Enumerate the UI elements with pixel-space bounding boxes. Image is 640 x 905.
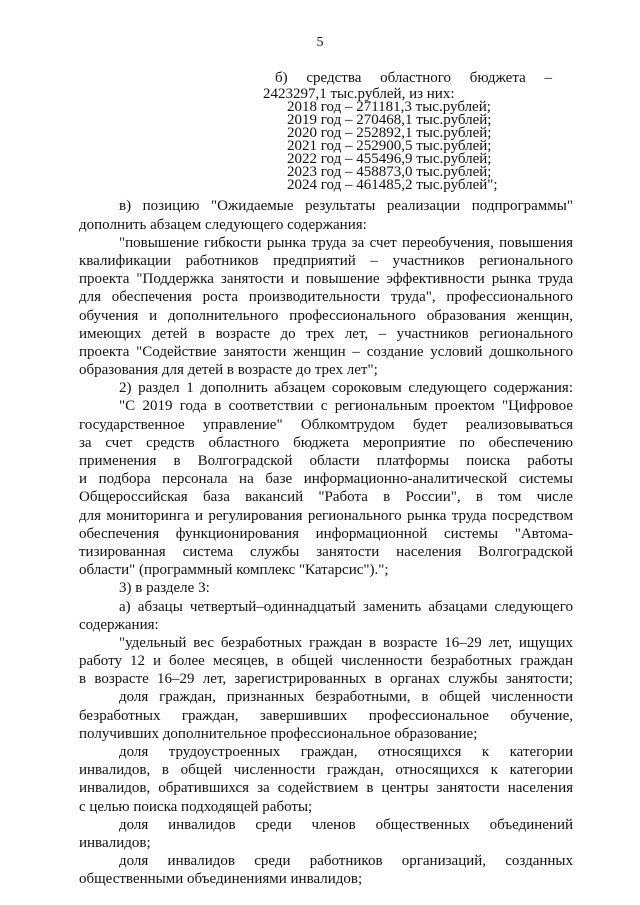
document-lines bbox=[79, 197, 573, 888]
text-line: доля трудоустроенных граждан, относящихся к категории bbox=[119, 744, 573, 761]
text-line: области" (программный комплекс "Катарсис")."; bbox=[79, 562, 389, 579]
funding-total: 2423297,1 тыс.рублей, из них: bbox=[263, 86, 455, 103]
funding-year-item: 2023 год – 458873,0 тыс.рублей; bbox=[287, 163, 492, 180]
funding-year-item: 2018 год – 271181,3 тыс.рублей; bbox=[287, 99, 491, 116]
text-line: и подбора персонала на базе информационно-аналитической системы bbox=[79, 471, 573, 488]
text-line: применения в Волгоградской области платформы поиска работы bbox=[79, 453, 573, 470]
text-line: "повышение гибкости рынка труда за счет переобучения, повышения bbox=[119, 234, 573, 251]
funding-heading: б) средства областного бюджета – bbox=[275, 70, 552, 86]
text-line: с целью поиска подходящей работы; bbox=[79, 798, 313, 815]
text-line: "С 2019 года в соответствии с региональным проектом "Цифровое bbox=[119, 398, 573, 415]
text-line: образования для детей в возрасте до трех лет"; bbox=[79, 362, 378, 379]
text-line: 2) раздел 1 дополнить абзацем сороковым следующего содержания: bbox=[119, 380, 573, 397]
text-line: а) абзацы четвертый–одиннадцатый заменить абзацами следующего bbox=[119, 598, 573, 615]
text-line: за счет средств областного бюджета мероприятие по обеспечению bbox=[79, 434, 573, 451]
text-line: Общероссийская база вакансий "Работа в России", в том числе bbox=[79, 489, 573, 506]
text-line: дополнить абзацем следующего содержания: bbox=[79, 216, 367, 233]
text-line: общественными объединениями инвалидов; bbox=[79, 871, 363, 888]
text-line: доля граждан, признанных безработными, в общей численности bbox=[119, 689, 573, 706]
text-line: в) позицию "Ожидаемые результаты реализации подпрограммы" bbox=[119, 198, 573, 215]
text-line: квалификации работников предприятий – участников регионального bbox=[79, 252, 573, 269]
text-line: имеющих детей в возрасте до трех лет, – участников регионального bbox=[79, 325, 573, 342]
funding-year-item: 2019 год – 270468,1 тыс.рублей; bbox=[287, 112, 492, 129]
text-line: проекта "Содействие занятости женщин – создание условий дошкольного bbox=[79, 343, 573, 360]
funding-block bbox=[263, 69, 573, 193]
document-body bbox=[79, 69, 573, 889]
text-line: доля инвалидов среди членов общественных объединений bbox=[119, 816, 573, 833]
text-line: "удельный вес безработных граждан в возрасте 16–29 лет, ищущих bbox=[119, 634, 573, 651]
page-number: 5 bbox=[316, 35, 324, 50]
text-line: доля инвалидов среди работников организаций, созданных bbox=[119, 853, 573, 870]
funding-year-item: 2021 год – 252900,5 тыс.рублей; bbox=[287, 137, 492, 154]
funding-year-item: 2024 год – 461485,2 тыс.рублей"; bbox=[287, 176, 498, 193]
text-line: инвалидов, обратившихся за содействием в центры занятости населения bbox=[79, 780, 573, 797]
text-line: безработных граждан, завершивших профессиональное обучение, bbox=[79, 707, 573, 724]
text-line: тизированная система службы занятости населения Волгоградской bbox=[79, 543, 573, 560]
text-line: содержания: bbox=[79, 616, 159, 633]
text-line: проекта "Поддержка занятости и повышение эффективности рынка труда bbox=[79, 271, 573, 288]
text-line: инвалидов; bbox=[79, 834, 151, 851]
text-line: для обеспечения роста производительности труда", профессионального bbox=[79, 289, 573, 306]
funding-year-item: 2022 год – 455496,9 тыс.рублей; bbox=[287, 150, 492, 167]
text-line: в возрасте 16–29 лет, зарегистрированных в органах службы занятости; bbox=[79, 671, 573, 688]
text-line: инвалидов, в общей численности граждан, относящихся к категории bbox=[79, 762, 573, 779]
text-line: получивших дополнительное профессиональное образование; bbox=[79, 725, 478, 742]
funding-year-item: 2020 год – 252892,1 тыс.рублей; bbox=[287, 124, 492, 141]
text-line: 3) в разделе 3: bbox=[119, 580, 210, 597]
text-line: для мониторинга и регулирования регионального рынка труда посредством bbox=[79, 507, 573, 524]
text-line: обучения и дополнительного профессионального образования женщин, bbox=[79, 307, 573, 324]
text-line: государственное управление" Облкомтрудом будет реализовываться bbox=[79, 416, 573, 433]
funding-years-list bbox=[275, 101, 573, 191]
text-line: работу 12 и более месяцев, в общей численности безработных граждан bbox=[79, 653, 573, 670]
text-line: обеспечения функционирования информационной системы "Автома- bbox=[79, 525, 573, 542]
